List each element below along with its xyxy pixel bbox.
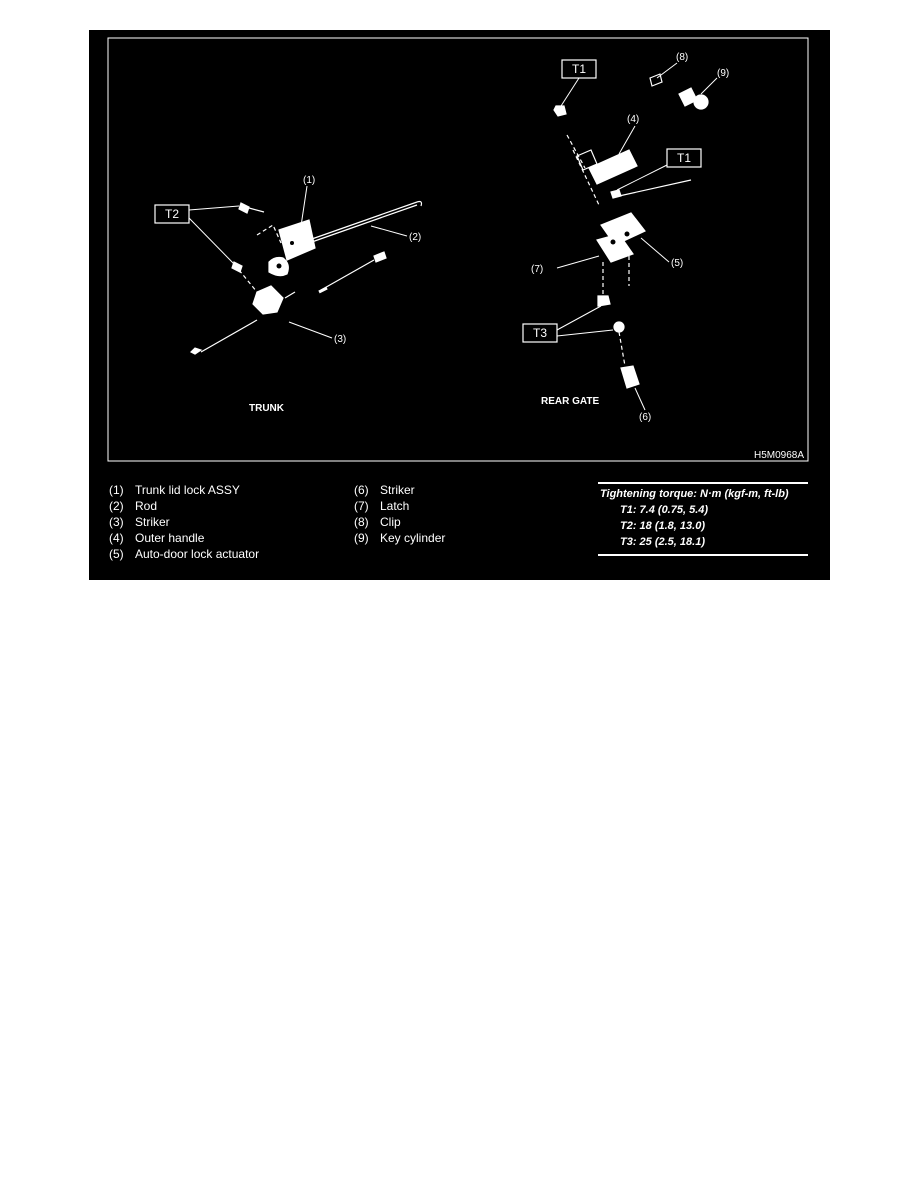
legend-item: (5) Auto-door lock actuator — [109, 547, 260, 561]
tag-t2: T2 — [164, 207, 180, 221]
drawing-code: H5M0968A — [753, 450, 804, 461]
trunk-lid-lock-part — [279, 220, 315, 260]
tag-t1-right: T1 — [676, 151, 692, 165]
callout-3: (3) — [334, 334, 347, 345]
diagram-panel — [89, 30, 830, 580]
legend-column-2 — [354, 482, 445, 546]
torque-item-t1: T1: 7.4 (0.75, 5.4) — [620, 504, 709, 516]
legend-item: (9) Key cylinder — [354, 531, 446, 545]
outer-handle-part — [589, 150, 637, 184]
legend-item: (4) Outer handle — [109, 531, 205, 545]
legend-item: (6) Striker — [354, 483, 415, 497]
torque-title: Tightening torque: N·m (kgf-m, ft-lb) — [600, 488, 789, 500]
legend-item: (8) Clip — [354, 515, 401, 529]
callout-6: (6) — [639, 412, 652, 423]
torque-item-t3: T3: 25 (2.5, 18.1) — [620, 536, 705, 548]
tag-t1-top: T1 — [571, 62, 587, 76]
callout-5: (5) — [671, 258, 684, 269]
callout-8: (8) — [676, 52, 689, 63]
tag-t1-top-callout — [561, 60, 596, 106]
tag-t3-callout — [523, 306, 613, 342]
torque-bottom-rule — [598, 554, 808, 556]
callout-7: (7) — [531, 264, 544, 275]
torque-item-t2: T2: 18 (1.8, 13.0) — [620, 520, 705, 532]
legend-item: (3) Striker — [109, 515, 170, 529]
legend-item: (1) Trunk lid lock ASSY — [109, 483, 240, 497]
rear-striker-part — [621, 366, 639, 388]
legend-column-1 — [109, 482, 259, 562]
tag-t2-callout — [155, 205, 239, 265]
section-label-trunk: TRUNK — [249, 403, 284, 414]
legend-item: (7) Latch — [354, 499, 410, 513]
tag-t3: T3 — [532, 326, 548, 340]
trunk-assembly-drawing — [191, 202, 422, 355]
torque-spec-box — [598, 482, 808, 556]
callout-4: (4) — [627, 114, 640, 125]
callout-2: (2) — [409, 232, 422, 243]
legend-item: (2) Rod — [109, 499, 158, 513]
callout-1: (1) — [303, 175, 316, 186]
section-label-rear-gate: REAR GATE — [541, 396, 600, 407]
callout-9: (9) — [717, 68, 730, 79]
trunk-striker-part — [253, 286, 283, 314]
